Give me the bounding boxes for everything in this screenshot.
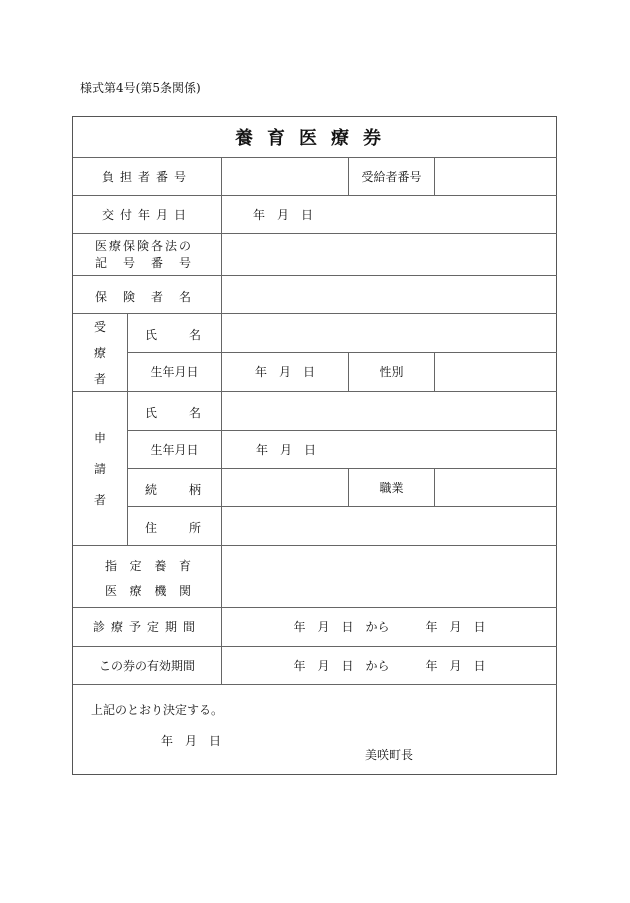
insurer-name-label [95,288,191,305]
label-char: 申 [93,430,106,445]
medical-voucher-form [72,116,557,775]
label-char: 養 [154,559,167,573]
patient-birthdate-label: 生年月日 [150,365,199,379]
recipient-number-label: 受給者番号 [361,169,422,184]
form-id: 様式第4号(第5条関係) [80,81,201,95]
label-char: 療 [93,345,106,360]
patient-name-label [145,326,201,343]
applicant-name-label [145,404,201,421]
institution-label-line2 [105,582,191,599]
patient-name-field[interactable] [222,313,557,352]
label-char: 号 [178,256,191,270]
applicant-group-label [73,391,127,545]
label-char: 名 [188,406,201,420]
treatment-period-label: 診療予定期間 [92,620,201,634]
applicant-birthdate-label: 生年月日 [150,442,199,457]
applicant-occupation-field[interactable] [435,468,557,506]
patient-birthdate-field[interactable]: 年 月 日 [254,365,315,379]
patient-sex-field[interactable] [435,352,557,391]
insurance-code-field[interactable] [222,233,557,275]
applicant-address-field[interactable] [222,506,557,545]
label-char: 柄 [188,483,201,497]
label-char: 所 [188,521,201,535]
applicant-relationship-field[interactable] [222,468,348,506]
label-char: 者 [150,290,163,304]
burden-number-field[interactable] [222,157,348,195]
issue-date-label: 交付年月日 [101,207,192,222]
label-char: 住 [145,521,158,535]
label-char: 氏 [145,328,158,342]
label-char: 名 [178,290,191,304]
insurance-code-label-line1: 医療保険各法の [95,239,194,253]
label-char: 機 [154,584,167,598]
patient-group-label [73,313,127,391]
label-char: 記 [95,256,108,270]
label-char: 続 [145,483,158,497]
label-char: 者 [93,371,106,386]
institution-field[interactable] [222,545,557,607]
applicant-relationship-label [145,481,201,498]
issue-date-field[interactable]: 年 月 日 [253,207,314,222]
label-char: 号 [122,256,135,270]
applicant-name-field[interactable] [222,391,557,430]
label-char: 療 [129,584,142,598]
recipient-number-field[interactable] [435,157,557,195]
valid-period-label: この券の有効期間 [98,658,195,673]
applicant-occupation-label: 職業 [379,480,404,495]
label-char: 名 [188,328,201,342]
patient-sex-label: 性別 [379,365,404,379]
decision-statement: 上記のとおり決定する。 [91,703,224,717]
label-char: 保 [95,290,108,304]
label-char: 指 [105,559,118,573]
label-char: 険 [122,290,135,304]
insurance-code-label-line2 [95,255,191,271]
label-char: 定 [129,559,142,573]
label-char: 育 [178,559,191,573]
treatment-period-field[interactable]: 年 月 日 から 年 月 日 [293,620,486,634]
label-char: 医 [105,584,118,598]
burden-number-label: 負担者番号 [101,169,192,184]
applicant-birthdate-field[interactable]: 年 月 日 [256,442,317,457]
label-char: 番 [150,256,163,270]
label-char: 者 [93,492,106,507]
applicant-address-label [145,519,201,536]
label-char: 受 [93,319,106,334]
form-title: 養育医療券 [235,128,395,149]
label-char: 請 [93,461,106,476]
decision-date: 年 月 日 [161,734,222,748]
valid-period-field[interactable]: 年 月 日 から 年 月 日 [293,658,486,673]
institution-label-line1 [105,557,191,574]
issuer-name: 美咲町長 [365,748,414,762]
label-char: 氏 [145,406,158,420]
insurer-name-field[interactable] [222,275,557,313]
label-char: 関 [178,584,191,598]
